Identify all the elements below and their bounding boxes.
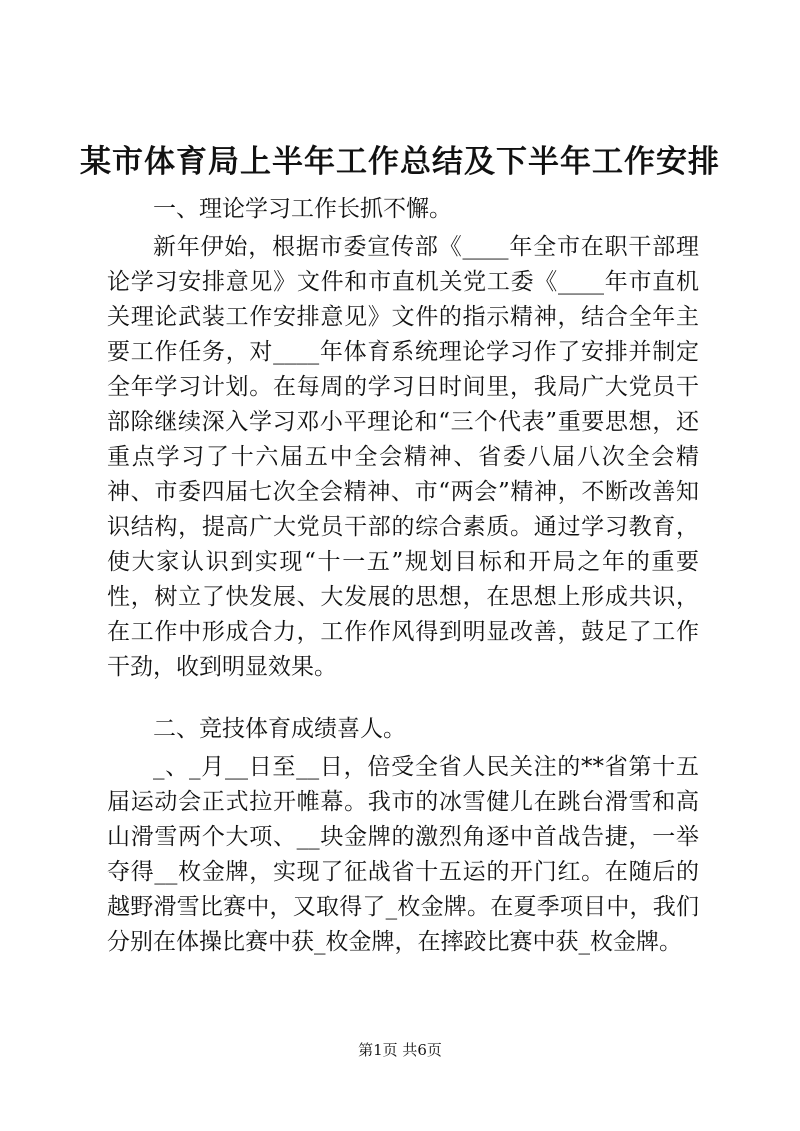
section-1-heading: 一、理论学习工作长抓不懈。 (153, 196, 452, 222)
section-2-body (107, 750, 699, 960)
section-1-paragraph: 新年伊始，根据市委宣传部《____年全市在职干部理论学习安排意见》文件和市直机关党工委《____年市直机关理论武装工作安排意见》文件的指示精神，结合全年主要工作任务，对____年体育系统理论学习作了安排并制定全年学习计划。在每周的学习日时间里，我局广大党员干部除继续深入学习邓小平理论和“三个代表”重要思想，还重点学习了十六届五中全会精神、省委八届八次全会精神、市委四届七次全会精神、市“两会”精神，不断改善知识结构，提高广大党员干部的综合素质。通过学习教育，使大家认识到实现“十一五”规划目标和开局之年的重要性，树立了快发展、大发展的思想，在思想上形成共识，在工作中形成合力，工作作风得到明显改善，鼓足了工作干劲，收到明显效果。 (107, 234, 699, 680)
page-number-footer: 第1页 共6页 (358, 1041, 442, 1059)
section-2-heading: 二、竞技体育成绩喜人。 (153, 716, 406, 742)
document-title: 某市体育局上半年工作总结及下半年工作安排 (80, 144, 720, 180)
section-2-paragraph: _、_月__日至__日，倍受全省人民关注的**省第十五届运动会正式拉开帷幕。我市的冰雪健儿在跳台滑雪和高山滑雪两个大项、__块金牌的激烈角逐中首战告捷，一举夺得__枚金牌，实现了征战省十五运的开门红。在随后的越野滑雪比赛中，又取得了_枚金牌。在夏季项目中，我们分别在体操比赛中获_枚金牌，在摔跤比赛中获_枚金牌。 (107, 754, 699, 955)
section-1-body (107, 230, 699, 685)
